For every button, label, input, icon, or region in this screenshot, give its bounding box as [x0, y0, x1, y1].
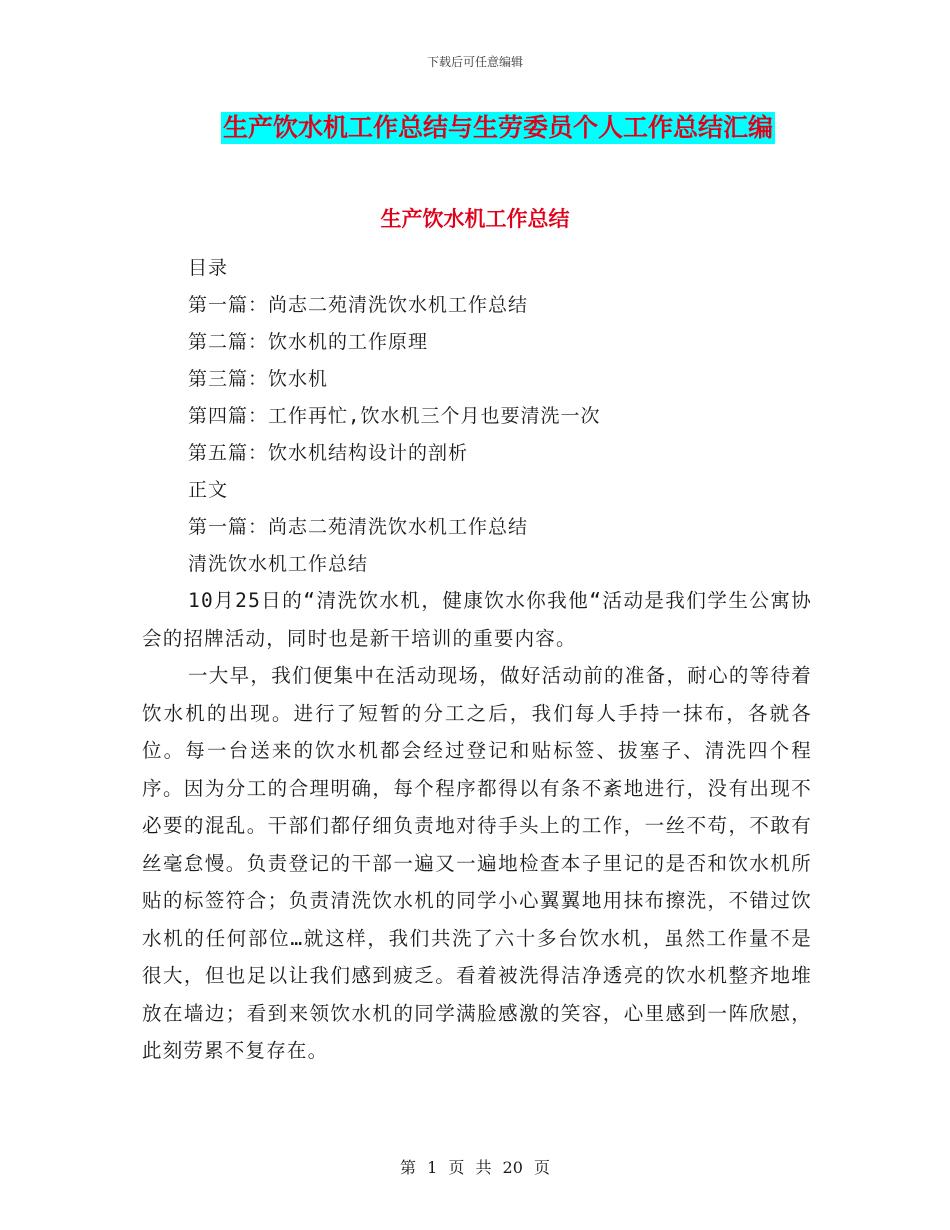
table-of-contents — [188, 250, 600, 583]
toc-heading: 目录 — [188, 257, 229, 279]
section-title: 第一篇：尚志二苑清洗饮水机工作总结 — [188, 516, 529, 538]
sub-title: 生产饮水机工作总结 — [380, 207, 570, 231]
toc-item: 第一篇：尚志二苑清洗饮水机工作总结 — [188, 294, 529, 316]
body-heading: 正文 — [188, 479, 229, 501]
toc-item: 第四篇：工作再忙,饮水机三个月也要清洗一次 — [188, 405, 601, 427]
paragraph: 10月25日的“清洗饮水机，健康饮水你我他“活动是我们学生公寓协会的招牌活动，同时也是新干培训的重要内容。 — [142, 589, 812, 650]
main-title: 生产饮水机工作总结与生劳委员个人工作总结汇编 — [222, 113, 773, 142]
header-note: 下载后可任意编辑 — [426, 55, 523, 69]
toc-item: 第五篇：饮水机结构设计的剖析 — [188, 442, 469, 464]
body-text — [142, 582, 812, 1070]
toc-item: 第二篇：饮水机的工作原理 — [188, 331, 429, 353]
toc-item: 第三篇：饮水机 — [188, 368, 329, 390]
section-subtitle: 清洗饮水机工作总结 — [188, 553, 369, 575]
paragraph: 一大早，我们便集中在活动现场，做好活动前的准备，耐心的等待着饮水机的出现。进行了短暂的分工之后，我们每人手持一抹布，各就各位。每一台送来的饮水机都会经过登记和贴标签、拔塞子、清洗四个程序。因为分工的合理明确，每个程序都得以有条不紊地进行，没有出现不必要的混乱。干部们都仔细负责地对待手头上的工作，一丝不苟，不敢有丝毫怠慢。负责登记的干部一遍又一遍地检查本子里记的是否和饮水机所贴的标签符合；负责清洗饮水机的同学小心翼翼地用抹布擦洗，不错过饮水机的任何部位…就这样，我们共洗了六十多台饮水机，虽然工作量不是很大，但也足以让我们感到疲乏。看着被洗得洁净透亮的饮水机整齐地堆放在墙边；看到来领饮水机的同学满脸感激的笑容，心里感到一阵欣慰，此刻劳累不复存在。 — [142, 664, 812, 1062]
main-title-wrap — [0, 112, 950, 144]
page-footer: 第 1 页 共 20 页 — [400, 1158, 550, 1177]
